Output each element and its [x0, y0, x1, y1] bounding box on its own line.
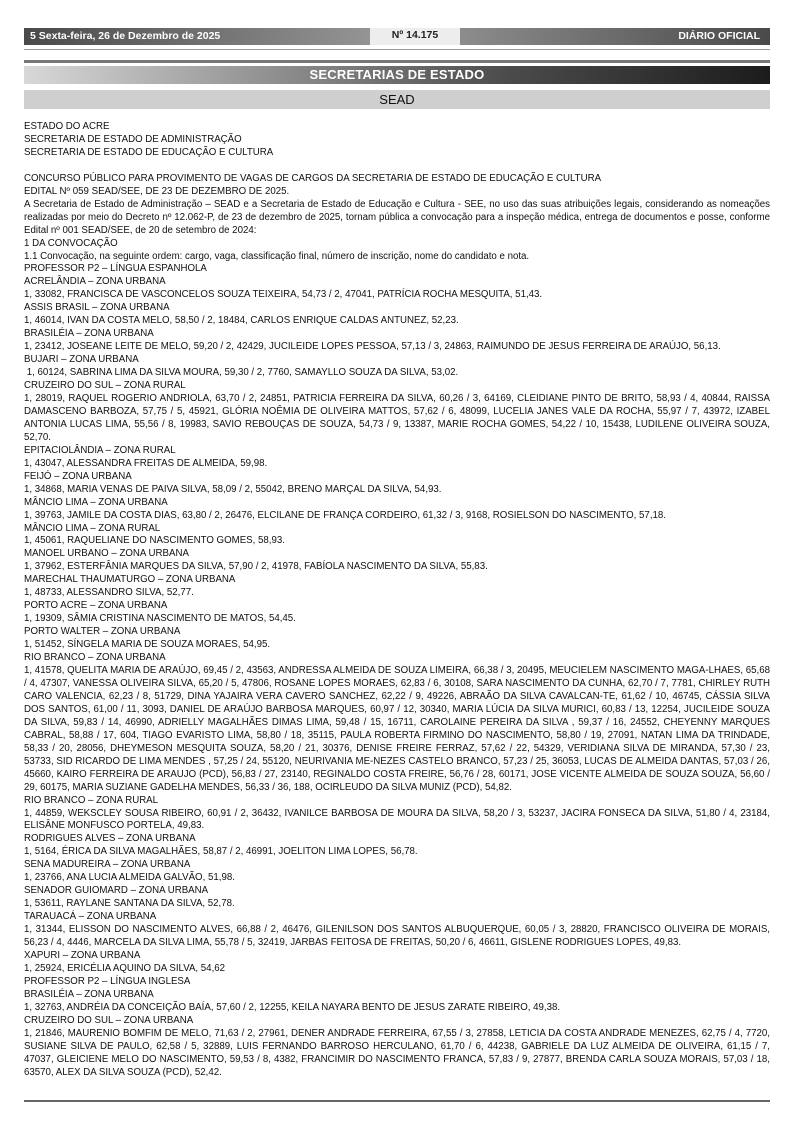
- location-heading: SENA MADUREIRA – ZONA URBANA: [24, 859, 191, 871]
- location-heading: RIO BRANCO – ZONA URBANA: [24, 652, 166, 664]
- page-header: [24, 28, 770, 45]
- candidate-list: 1, 23766, ANA LUCIA ALMEIDA GALVÃO, 51,98.: [24, 872, 235, 884]
- position-heading: PROFESSOR P2 – LÍNGUA ESPANHOLA: [24, 263, 207, 275]
- location-heading: CRUZEIRO DO SUL – ZONA URBANA: [24, 1014, 194, 1026]
- location-heading: MÂNCIO LIMA – ZONA URBANA: [24, 496, 168, 508]
- location-heading: RODRIGUES ALVES – ZONA URBANA: [24, 833, 196, 845]
- location-heading: XAPURI – ZONA URBANA: [24, 949, 141, 961]
- location-heading: MANOEL URBANO – ZONA URBANA: [24, 548, 189, 560]
- location-heading: BUJARI – ZONA URBANA: [24, 354, 139, 366]
- candidate-list: 1, 60124, SABRINA LIMA DA SILVA MOURA, 59,30 / 2, 7760, SAMAYLLO SOUZA DA SILVA, 53,02.: [24, 367, 459, 379]
- candidate-list: 1, 37962, ESTERFÂNIA MARQUES DA SILVA, 57,90 / 2, 41978, FABÍOLA NASCIMENTO DA SILVA, 55,83.: [24, 561, 488, 573]
- location-heading: FEIJÓ – ZONA URBANA: [24, 470, 132, 482]
- issue-number: Nº 14.175: [370, 28, 460, 45]
- notice-title: CONCURSO PÚBLICO PARA PROVIMENTO DE VAGAS DE CARGOS DA SECRETARIA DE ESTADO DE EDUCAÇÃO E CULTURA: [24, 172, 602, 184]
- location-heading: PORTO WALTER – ZONA URBANA: [24, 626, 181, 638]
- location-heading: BRASILÉIA – ZONA URBANA: [24, 328, 154, 340]
- candidate-list: 1, 45061, RAQUELIANE DO NASCIMENTO GOMES, 58,93.: [24, 535, 285, 547]
- instruction-line: 1.1 Convocação, na seguinte ordem: cargo, vaga, classificação final, número de inscrição, nome do candidato e nota.: [24, 250, 530, 262]
- location-heading: ASSIS BRASIL – ZONA URBANA: [24, 302, 170, 314]
- location-heading: PORTO ACRE – ZONA URBANA: [24, 600, 168, 612]
- candidate-list: 1, 48733, ALESSANDRO SILVA, 52,77.: [24, 587, 194, 599]
- location-heading: RIO BRANCO – ZONA RURAL: [24, 794, 159, 806]
- header-line: SECRETARIA DE ESTADO DE EDUCAÇÃO E CULTURA: [24, 146, 274, 158]
- candidate-list: 1, 53611, RAYLANE SANTANA DA SILVA, 52,78.: [24, 898, 235, 910]
- position-heading: PROFESSOR P2 – LÍNGUA INGLESA: [24, 975, 191, 987]
- section-heading: 1 DA CONVOCAÇÃO: [24, 237, 118, 249]
- bottom-divider: [24, 1100, 770, 1102]
- candidate-list: 1, 31344, ELISSON DO NASCIMENTO ALVES, 66,88 / 2, 46476, GILENILSON DOS SANTOS ALBUQUERQUE, 60,05 / 3, 28820, FRANCISCO OLIVEIRA DE MORAIS, 56,23 / 4, 4446, MARCELA DA SILVA LIMA, 55,78 / 5, 32419, JARBAS FEITOSA DE FREITAS, 50,20 / 6, 46611, GISLENE RODRIGUES LOPES, 49,83.: [24, 924, 770, 949]
- location-heading: ACRELÂNDIA – ZONA URBANA: [24, 276, 166, 288]
- candidate-list: 1, 44859, WEKSCLEY SOUSA RIBEIRO, 60,91 / 2, 36432, IVANILCE BARBOSA DE MOURA DA SILVA, 58,20 / 3, 53237, JACIRA FONSECA DA SILVA, 51,80 / 4, 23184, ELISÂNE MONFUSCO PORTELA, 49,83.: [24, 807, 770, 832]
- publication-name: DIÁRIO OFICIAL: [678, 30, 760, 42]
- location-heading: MÂNCIO LIMA – ZONA RURAL: [24, 522, 161, 534]
- candidate-list: 1, 28019, RAQUEL ROGERIO ANDRIOLA, 63,70 / 2, 24851, PATRICIA FERREIRA DA SILVA, 60,26 / 3, 64169, CLEIDIANE PINTO DE BRITO, 58,93 / 4, 40844, RAISSA DAMASCENO BARBOZA, 57,75 / 5, 45921, GLÓRIA NOÊMIA DE OLIVEIRA MATTOS, 57,62 / 6, 48099, LUCELIA JANES VALE DA ROCHA, 55,97 / 7, 43972, IZABEL ANTONIA LUCAS LIMA, 55,56 / 8, 19983, SAVIO REBOUÇAS DE SOUZA, 54,73 / 9, 13387, MARIE ROCHA GOMES, 54,22 / 10, 15438, LUDILENE OLIVEIRA SOUZA, 52,70.: [24, 393, 770, 443]
- header-divider: [24, 49, 770, 50]
- location-heading: CRUZEIRO DO SUL – ZONA RURAL: [24, 380, 186, 392]
- candidate-list: 1, 51452, SÍNGELA MARIA DE SOUZA MORAES, 54,95.: [24, 639, 271, 651]
- spacer: [24, 160, 770, 173]
- candidate-list: 1, 32763, ANDRÉIA DA CONCEIÇÃO BAÍA, 57,60 / 2, 12255, KEILA NAYARA BENTO DE JESUS ZARATE RIBEIRO, 49,38.: [24, 1001, 561, 1013]
- section-title: SECRETARIAS DE ESTADO: [24, 66, 770, 84]
- location-heading: BRASILÉIA – ZONA URBANA: [24, 988, 154, 1000]
- subsection-title: SEAD: [24, 90, 770, 109]
- location-heading: TARAUACÁ – ZONA URBANA: [24, 911, 157, 923]
- header-line: SECRETARIA DE ESTADO DE ADMINISTRAÇÃO: [24, 133, 242, 145]
- intro-paragraph: A Secretaria de Estado de Administração – SEAD e a Secretaria de Estado de Educação e Cultura - SEE, no uso das suas atribuições legais, considerando as nomeações realizadas por meio do Decreto nº 12.062-P, de 23 de dezembro de 2025, tornam pública a convocação para a inspeção médica, entrega de documentos e posse, conforme Edital nº 001 SEAD/SEE, de 20 de setembro de 2024:: [24, 198, 770, 236]
- candidate-list: 1, 33082, FRANCISCA DE VASCONCELOS SOUZA TEIXEIRA, 54,73 / 2, 47041, PATRÍCIA ROCHA MESQUITA, 51,43.: [24, 289, 543, 301]
- candidate-list: 1, 46014, IVAN DA COSTA MELO, 58,50 / 2, 18484, CARLOS ENRIQUE CALDAS ANTUNEZ, 52,23.: [24, 315, 459, 327]
- location-heading: MARECHAL THAUMATURGO – ZONA URBANA: [24, 574, 236, 586]
- candidate-list: 1, 43047, ALESSANDRA FREITAS DE ALMEIDA, 59,98.: [24, 457, 268, 469]
- candidate-list: 1, 5164, ÉRICA DA SILVA MAGALHÃES, 58,87 / 2, 46991, JOELITON LIMA LOPES, 56,78.: [24, 846, 418, 858]
- candidate-list: 1, 23412, JOSEANE LEITE DE MELO, 59,20 / 2, 42429, JUCILEIDE LOPES PESSOA, 57,13 / 3, 24863, RAIMUNDO DE JESUS FERREIRA DE ARAÚJO, 56,13.: [24, 341, 721, 353]
- candidate-list: 1, 21846, MAURENIO BOMFIM DE MELO, 71,63 / 2, 27961, DENER ANDRADE FERREIRA, 67,55 / 3, 27858, LETICIA DA COSTA ANDRADE MENEZES, 62,75 / 4, 7720, SUSIANE SILVA DE PAULO, 62,58 / 5, 32889, LUIS FERNANDO BARROSO HERCULANO, 61,70 / 6, 44238, GABRIELE DA LUZ ALMEIDA DE OLIVEIRA, 61,15 / 7, 47037, GLEICIENE MELO DO NASCIMENTO, 59,53 / 8, 4382, FRANCIMIR DO NASCIMENTO FRANCA, 57,83 / 9, 27877, BRENDA CARLA SOUZA MORAIS, 57,03 / 18, 63570, ALEX DA SILVA SOUZA (PCD), 52,42.: [24, 1027, 770, 1078]
- edital-number: EDITAL Nº 059 SEAD/SEE, DE 23 DE DEZEMBRO DE 2025.: [24, 185, 290, 197]
- candidate-list: 1, 25924, ERICÉLIA AQUINO DA SILVA, 54,62: [24, 962, 226, 974]
- candidate-list: 1, 19309, SÂMIA CRISTINA NASCIMENTO DE MATOS, 54,45.: [24, 613, 296, 625]
- header-line: ESTADO DO ACRE: [24, 121, 110, 132]
- page-date: 5 Sexta-feira, 26 de Dezembro de 2025: [30, 30, 221, 42]
- section-divider: [24, 60, 770, 63]
- location-heading: EPITACIOLÂNDIA – ZONA RURAL: [24, 444, 176, 456]
- candidate-list: 1, 41578, QUELITA MARIA DE ARAÚJO, 69,45 / 2, 43563, ANDRESSA ALMEIDA DE SOUZA LIMEIRA, 66,38 / 3, 20495, MEUCIELEM NASCIMENTO MAGA-LHAES, 65,68 / 4, 47307, VANESSA OLIVEIRA SILVA, 65,20 / 5, 47806, ROSANE LOPES MORAES, 62,83 / 6, 30108, SARA NASCIMENTO DA CUNHA, 62,70 / 7, 7781, CHIRLEY RUTH CARO VALENCIA, 62,23 / 8, 51729, DINA YAJAIRA VERA CAVERO SANCHEZ, 62,22 / 9, 49226, ABRAÃO DA SILVA CAVALCAN-TE, 61,62 / 10, 46745, CÁSSIA SILVA DOS SANTOS, 61,00 / 11, 3093, DANIEL DE ARAÚJO BARBOSA MARQUES, 60,97 / 12, 30340, MARIA LÚCIA DA SILVA MURICI, 60,83 / 13, 12254, JUCILEIDE SOUZA DA SILVA, 59,83 / 14, 46990, ADRIELLY MAGALHÃES DIMAS LIMA, 59,48 / 15, 16711, CAROLAINE PEREIRA DA SILVA , 59,37 / 16, 24552, CHEYENNY MARQUES CABRAL, 58,88 / 17, 604, TIAGO EVARISTO LIMA, 58,80 / 18, 35115, PAULA ROBERTA FIRMINO DO NASCIMENTO, 58,80 / 19, 27091, NATAN LIMA DA TRINDADE, 58,33 / 20, 28056, DHEYMESON MESQUITA SOUZA, 58,20 / 21, 30376, DENISE FREIRE FERRAZ, 57,62 / 22, 54329, VERIDIANA SILVA DE MIRANDA, 57,30 / 23, 53733, SID RICARDO DE LIMA MENDES , 57,25 / 24, 55120, NEURIVANIA ME-NEZES CASTELO BRANCO, 57,23 / 25, 36053, LUCAS DE ALMEIDA DANTAS, 57,03 / 26, 45660, KAIRO FERREIRA DE ARAUJO (PCD), 56,83 / 27, 23140, REGINALDO COSTA FREIRE, 56,76 / 28, 60171, JOSE VICENTE ALMEIDA DE SOUZA SOUZA, 56,60 / 29, 60175, MARIA SUZIANE GADELHA MENDES, 56,33 / 36, 188, OCIRLEUDO DA SILVA MUNIZ (PCD), 54,82.: [24, 665, 770, 793]
- document-body: [24, 121, 770, 1080]
- candidate-list: 1, 39763, JAMILE DA COSTA DIAS, 63,80 / 2, 26476, ELCILANE DE FRANÇA CORDEIRO, 61,32 / 3, 9168, ROSIELSON DO NASCIMENTO, 57,18.: [24, 509, 666, 521]
- location-heading: SENADOR GUIOMARD – ZONA URBANA: [24, 885, 209, 897]
- candidate-list: 1, 34868, MARIA VENAS DE PAIVA SILVA, 58,09 / 2, 55042, BRENO MARÇAL DA SILVA, 54,93.: [24, 483, 442, 495]
